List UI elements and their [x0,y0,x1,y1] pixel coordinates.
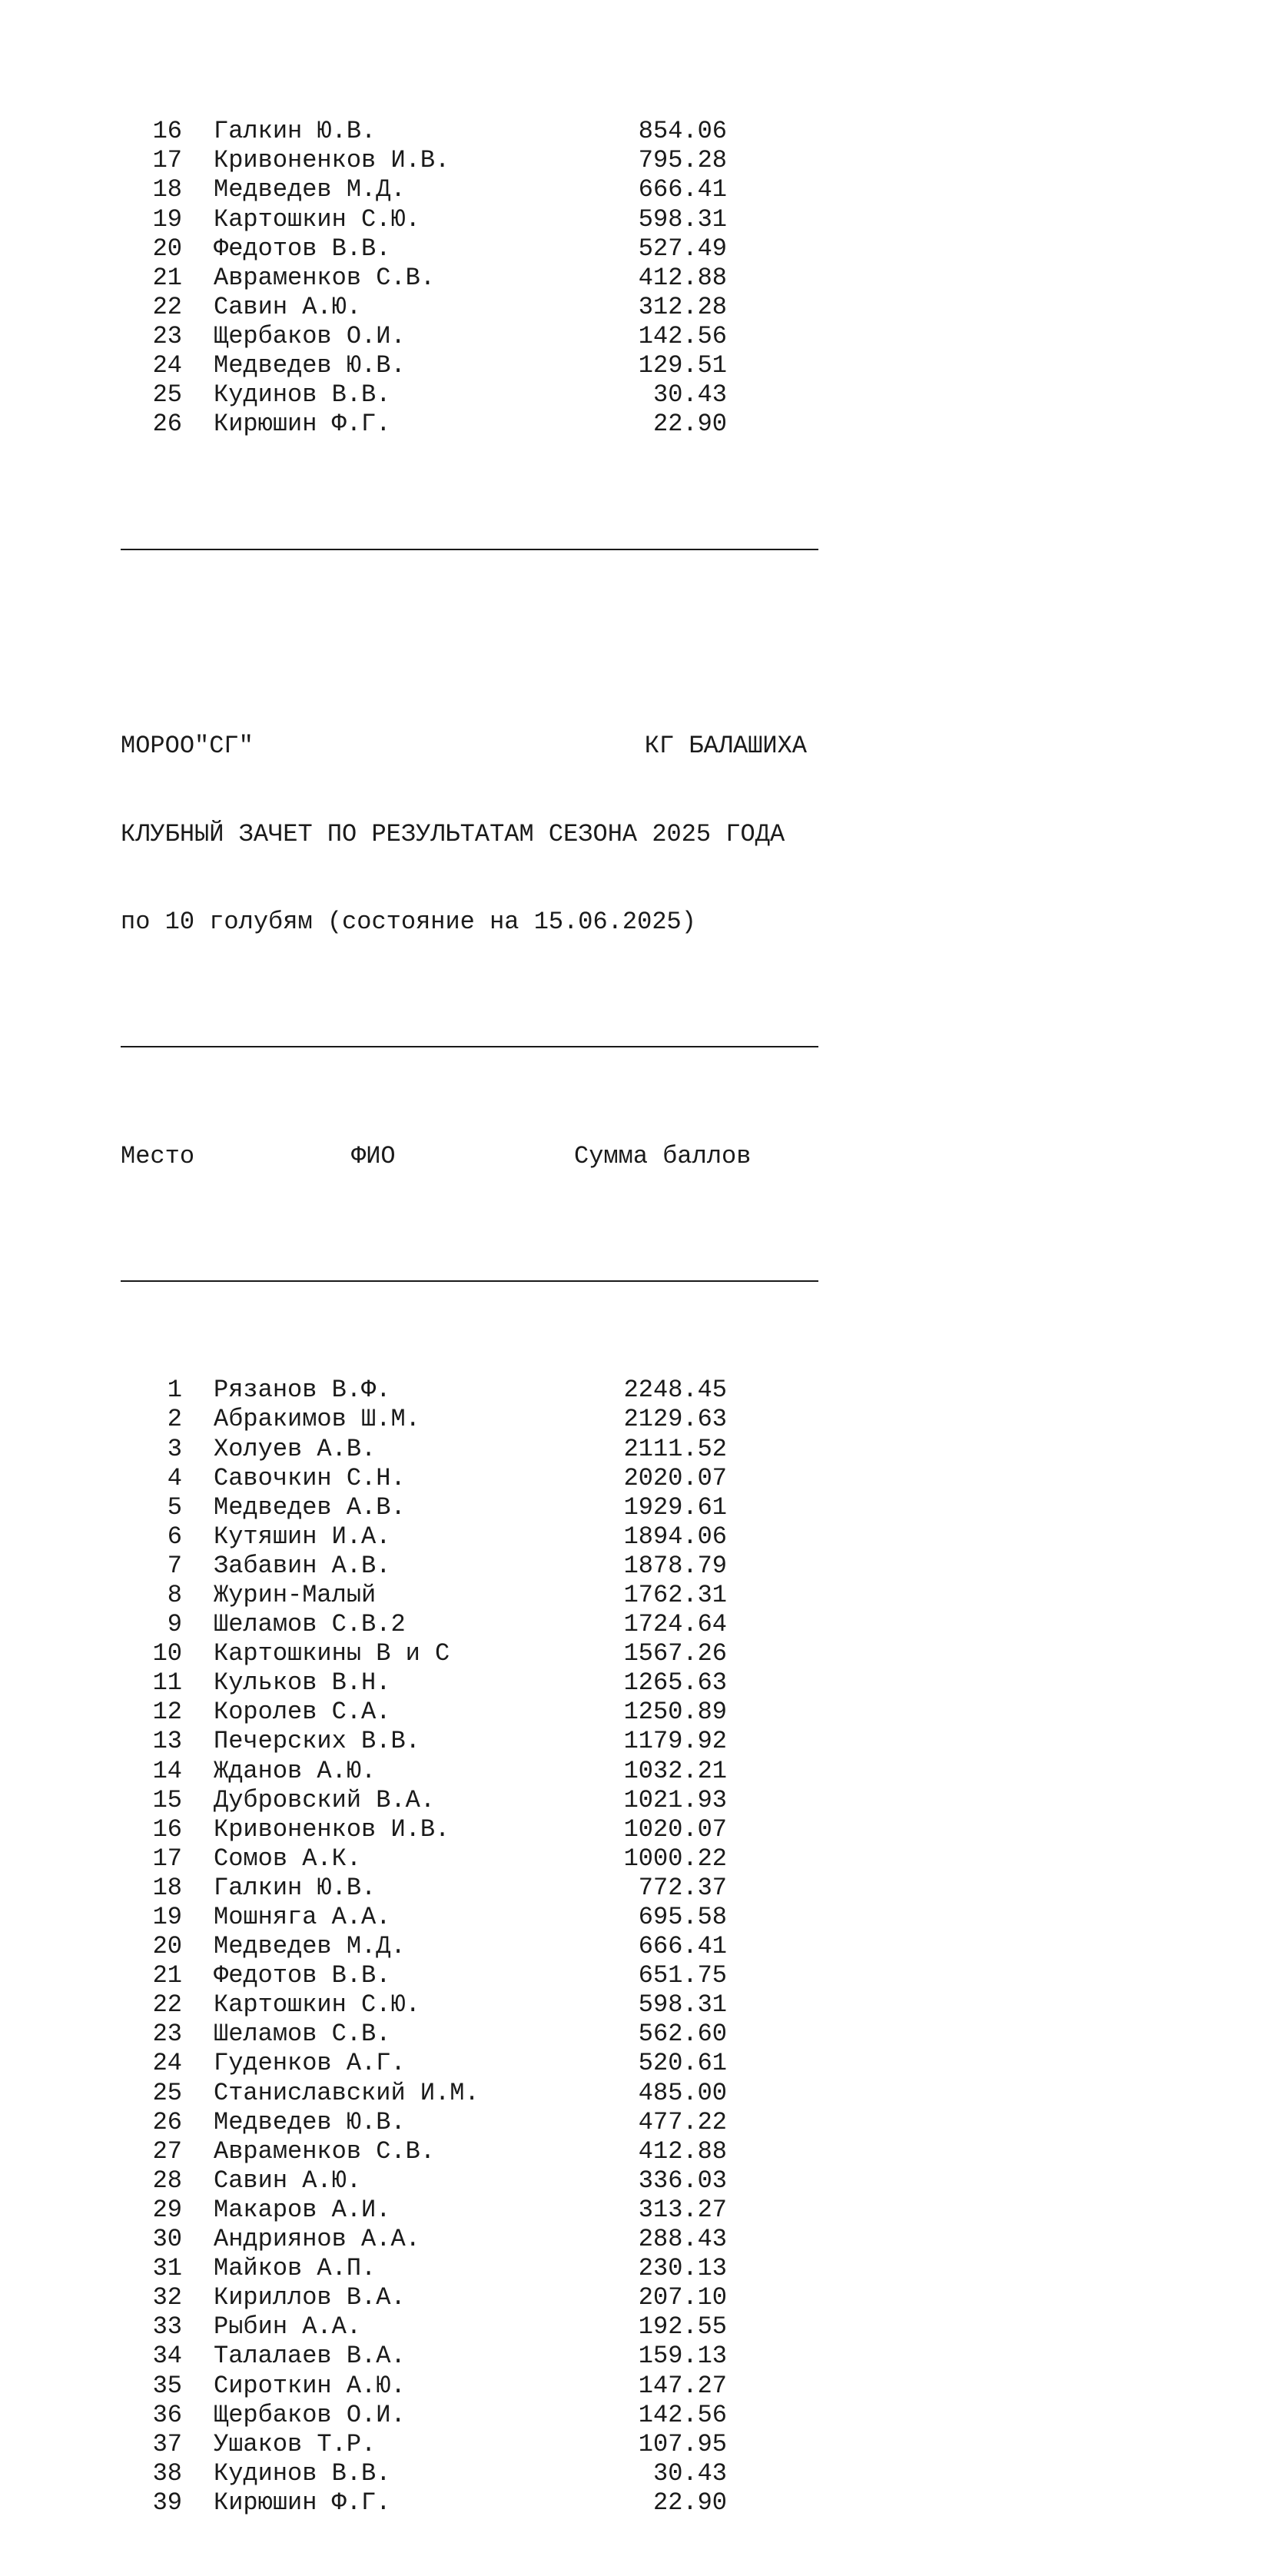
row-score: 2111.52 [623,1434,727,1463]
row-place: 24 [152,351,182,380]
row-place: 23 [152,2020,182,2049]
row-score: 313.27 [638,2195,727,2224]
row-place: 15 [152,1785,182,1814]
row-score: 772.37 [638,1873,727,1902]
row-score: 30.43 [652,380,727,410]
row-score: 312.28 [638,292,727,321]
row-name: Медведев Ю.В. [214,351,406,380]
row-score: 1020.07 [623,1814,727,1844]
table-row [121,1786,828,1815]
table-row [121,322,828,351]
row-score: 666.41 [638,1932,727,1961]
table-row [121,2430,828,2459]
row-name: Кириллов В.А. [214,2283,406,2312]
row-place: 30 [152,2225,182,2254]
table-row [121,1552,828,1581]
table-row [121,2225,828,2254]
row-score: 1878.79 [623,1551,727,1580]
table-row [121,2254,828,2283]
row-place: 13 [152,1727,182,1756]
row-place: 2 [167,1405,182,1434]
row-score: 22.90 [652,410,727,439]
row-place: 33 [152,2312,182,2342]
row-score: 412.88 [638,2136,727,2166]
row-score: 22.90 [652,2488,727,2517]
table-row [121,380,828,410]
row-place: 18 [152,1873,182,1902]
row-place: 36 [152,2400,182,2429]
row-name: Галкин Ю.В. [214,1873,377,1902]
table-row [121,1903,828,1932]
divider-line [121,1024,828,1054]
row-name: Галкин Ю.В. [214,117,377,146]
table-row [121,1815,828,1844]
row-place: 10 [152,1639,182,1668]
row-score: 695.58 [638,1903,727,1931]
table-row [121,1522,828,1552]
row-score: 1032.21 [623,1756,727,1785]
row-name: Авраменков С.В. [214,263,436,292]
row-name: Холуев А.В. [214,1434,377,1463]
column-header-name: ФИО [351,1141,396,1170]
table-row [121,1874,828,1903]
row-name: Талалаев В.А. [214,2342,406,2371]
column-headers [121,1142,828,1171]
row-score: 562.60 [638,2020,727,2049]
row-place: 23 [152,321,182,350]
row-place: 21 [152,1961,182,1990]
table-row [121,293,828,322]
row-place: 17 [152,1844,182,1873]
table-row [121,1493,828,1522]
row-place: 7 [167,1551,182,1580]
column-header-score: Сумма баллов [574,1141,752,1170]
row-score: 1021.93 [623,1785,727,1814]
table-row [121,2049,828,2078]
row-place: 26 [152,410,182,439]
table-row [121,1961,828,1990]
table-row [121,1668,828,1698]
row-name: Авраменков С.В. [214,2136,436,2166]
table-row [121,1435,828,1464]
table-row [121,2137,828,2166]
row-name: Майков А.П. [214,2254,377,2283]
row-name: Сироткин А.Ю. [214,2371,406,2400]
row-name: Медведев М.Д. [214,175,406,204]
table-row [121,205,828,234]
table-row [121,1932,828,1961]
row-score: 795.28 [638,146,727,175]
row-place: 1 [167,1376,182,1405]
row-score: 1000.22 [623,1844,727,1873]
row-place: 38 [152,2458,182,2488]
row-place: 32 [152,2283,182,2312]
row-place: 19 [152,1903,182,1931]
row-name: Картошкин С.Ю. [214,204,420,234]
report-subtitle: по 10 голубям (состояние на 15.06.2025) [121,907,696,936]
row-name: Рыбин А.А. [214,2312,362,2342]
row-score: 1762.31 [623,1580,727,1609]
row-name: Федотов В.В. [214,1961,391,1990]
row-score: 598.31 [638,1990,727,2020]
table-row [121,1698,828,1727]
row-place: 8 [167,1580,182,1609]
table-row [121,234,828,264]
table-row [121,2488,828,2518]
row-score: 598.31 [638,204,727,234]
row-score: 1894.06 [623,1522,727,1551]
club-name: КГ БАЛАШИХА [644,732,807,761]
row-score: 1724.64 [623,1610,727,1639]
table-row [121,1405,828,1434]
row-name: Андриянов А.А. [214,2225,420,2254]
table-row [121,1639,828,1668]
row-place: 20 [152,1932,182,1961]
row-score: 336.03 [638,2166,727,2195]
row-score: 207.10 [638,2283,727,2312]
row-place: 34 [152,2342,182,2371]
row-name: Кудинов В.В. [214,380,391,410]
row-score: 142.56 [638,321,727,350]
row-name: Савин А.Ю. [214,292,362,321]
row-score: 485.00 [638,2078,727,2107]
table-row [121,2459,828,2488]
row-place: 11 [152,1668,182,1698]
row-name: Кирюшин Ф.Г. [214,410,391,439]
table-row [121,2283,828,2312]
row-place: 3 [167,1434,182,1463]
row-place: 20 [152,234,182,263]
row-place: 24 [152,2049,182,2078]
row-name: Мошняга А.А. [214,1903,391,1931]
row-place: 22 [152,292,182,321]
table-row [121,264,828,293]
row-place: 27 [152,2136,182,2166]
row-name: Савин А.Ю. [214,2166,362,2195]
table-row [121,175,828,204]
table-row [121,2108,828,2137]
row-place: 22 [152,1990,182,2020]
document-page [121,29,828,2576]
row-name: Медведев Ю.В. [214,2107,406,2136]
row-name: Кривоненков И.В. [214,1814,450,1844]
row-place: 25 [152,380,182,410]
table-row [121,1610,828,1639]
table-row [121,1727,828,1756]
row-score: 288.43 [638,2225,727,2254]
table-row [121,1464,828,1493]
header-org-line [121,732,807,761]
row-name: Печерских В.В. [214,1727,420,1756]
row-name: Кульков В.Н. [214,1668,391,1698]
row-place: 21 [152,263,182,292]
row-name: Шеламов С.В. [214,2020,391,2049]
org-name: МОРОО"СГ" [121,732,254,761]
row-place: 17 [152,146,182,175]
row-score: 527.49 [638,234,727,263]
table-row [121,2196,828,2225]
row-name: Абракимов Ш.М. [214,1405,420,1434]
row-name: Жданов А.Ю. [214,1756,377,1785]
row-place: 31 [152,2254,182,2283]
club-ranking-list [121,1376,828,2518]
row-name: Рязанов В.Ф. [214,1376,391,1405]
row-score: 651.75 [638,1961,727,1990]
row-score: 2020.07 [623,1463,727,1492]
table-row [121,117,828,146]
row-score: 1250.89 [623,1698,727,1727]
row-name: Забавин А.В. [214,1551,391,1580]
row-name: Ушаков Т.Р. [214,2429,377,2458]
table-row [121,1581,828,1610]
row-place: 25 [152,2078,182,2107]
table-row [121,2342,828,2371]
row-place: 6 [167,1522,182,1551]
row-place: 9 [167,1610,182,1639]
column-header-place: Место [121,1141,195,1170]
row-score: 107.95 [638,2429,727,2458]
row-score: 1179.92 [623,1727,727,1756]
row-name: Сомов А.К. [214,1844,362,1873]
table-row [121,351,828,380]
table-row [121,1990,828,2020]
row-name: Кутяшин И.А. [214,1522,391,1551]
row-name: Макаров А.И. [214,2195,391,2224]
row-place: 5 [167,1492,182,1522]
blank-line [121,615,828,644]
row-name: Станиславский И.М. [214,2078,480,2107]
row-score: 159.13 [638,2342,727,2371]
table-row [121,2166,828,2196]
table-row [121,2312,828,2342]
row-place: 16 [152,1814,182,1844]
table-row [121,2020,828,2049]
row-score: 1567.26 [623,1639,727,1668]
row-name: Гуденков А.Г. [214,2049,406,2078]
report-title: КЛУБНЫЙ ЗАЧЕТ ПО РЕЗУЛЬТАТАМ СЕЗОНА 2025 ГОДА [121,819,785,848]
row-place: 26 [152,2107,182,2136]
row-name: Кривоненков И.В. [214,146,450,175]
row-name: Журин-Малый [214,1580,377,1609]
row-score: 1265.63 [623,1668,727,1698]
row-score: 147.27 [638,2371,727,2400]
table-row [121,146,828,175]
divider-line [121,527,828,556]
table-row [121,1376,828,1405]
table-row [121,2401,828,2430]
row-place: 14 [152,1756,182,1785]
row-name: Картошкин С.Ю. [214,1990,420,2020]
row-place: 4 [167,1463,182,1492]
row-place: 19 [152,204,182,234]
table-row [121,2079,828,2108]
table-row [121,1757,828,1786]
row-score: 230.13 [638,2254,727,2283]
row-place: 12 [152,1698,182,1727]
row-score: 854.06 [638,117,727,146]
row-score: 1929.61 [623,1492,727,1522]
row-score: 2129.63 [623,1405,727,1434]
row-place: 16 [152,117,182,146]
row-name: Дубровский В.А. [214,1785,436,1814]
divider-line [121,1259,828,1288]
row-name: Картошкины В и С [214,1639,450,1668]
table-row [121,2372,828,2401]
row-name: Кирюшин Ф.Г. [214,2488,391,2517]
row-score: 666.41 [638,175,727,204]
row-score: 142.56 [638,2400,727,2429]
row-name: Щербаков О.И. [214,321,406,350]
row-name: Медведев А.В. [214,1492,406,1522]
row-score: 477.22 [638,2107,727,2136]
row-name: Медведев М.Д. [214,1932,406,1961]
row-place: 37 [152,2429,182,2458]
previous-ranking-list [121,117,828,439]
row-name: Федотов В.В. [214,234,391,263]
row-name: Щербаков О.И. [214,2400,406,2429]
row-name: Кудинов В.В. [214,2458,391,2488]
row-name: Шеламов С.В.2 [214,1610,406,1639]
row-name: Королев С.А. [214,1698,391,1727]
table-row [121,1844,828,1874]
row-score: 192.55 [638,2312,727,2342]
row-score: 412.88 [638,263,727,292]
row-place: 35 [152,2371,182,2400]
row-place: 39 [152,2488,182,2517]
row-score: 2248.45 [623,1376,727,1405]
table-row [121,410,828,439]
row-score: 129.51 [638,351,727,380]
row-score: 30.43 [652,2458,727,2488]
row-score: 520.61 [638,2049,727,2078]
row-name: Савочкин С.Н. [214,1463,406,1492]
row-place: 29 [152,2195,182,2224]
row-place: 18 [152,175,182,204]
row-place: 28 [152,2166,182,2195]
